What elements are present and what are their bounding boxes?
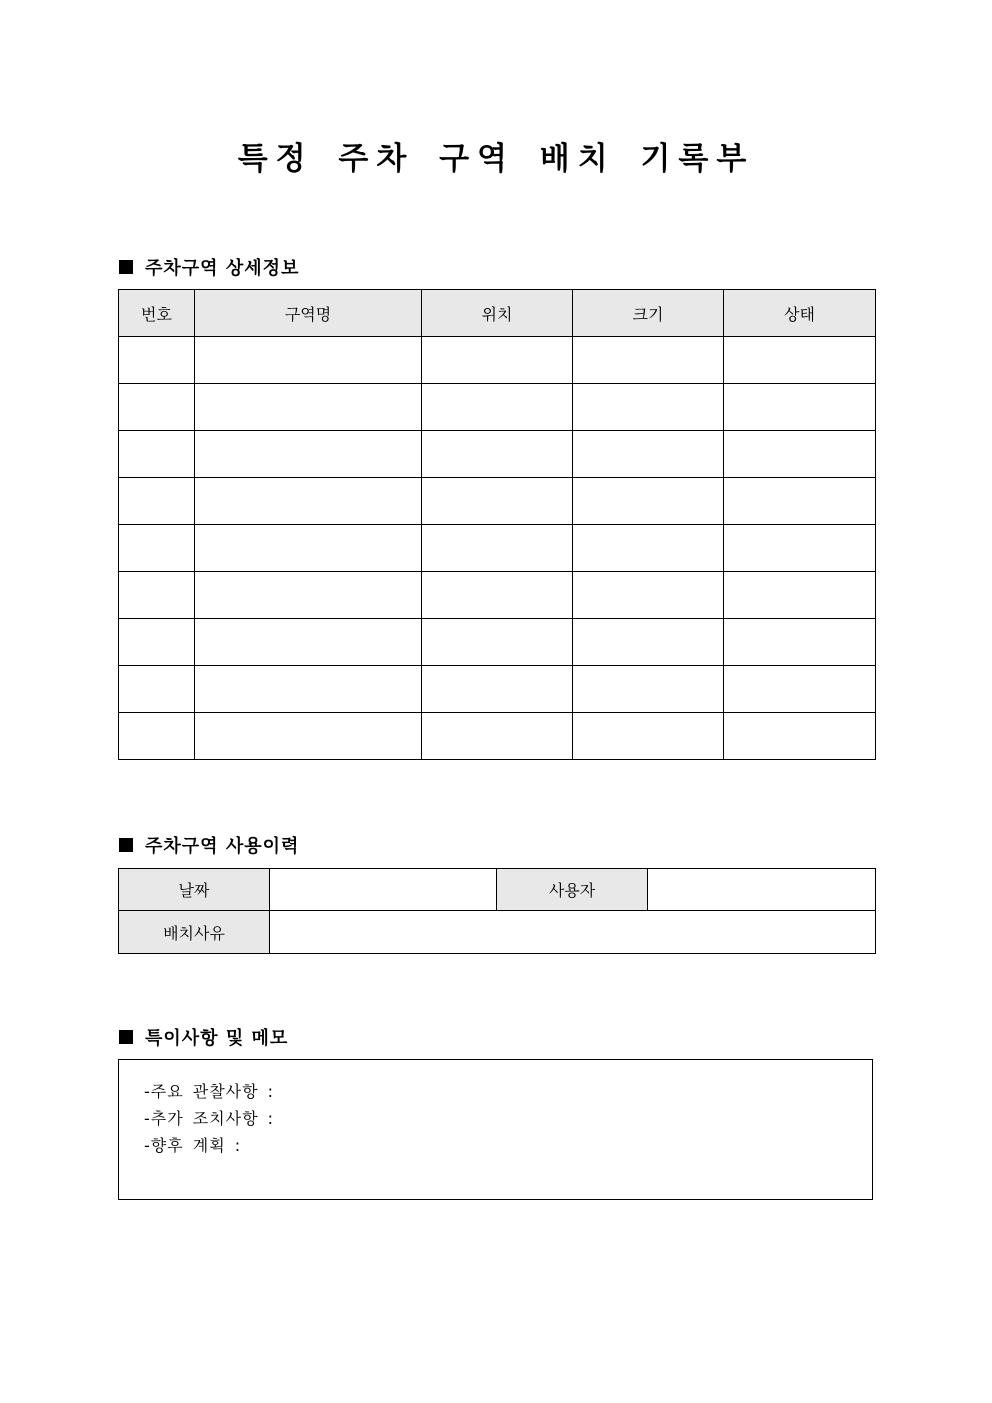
table-cell[interactable] xyxy=(119,431,195,478)
reason-value-field[interactable] xyxy=(270,911,876,954)
zone-details-table xyxy=(118,289,876,760)
table-cell[interactable] xyxy=(422,572,573,619)
table-cell[interactable] xyxy=(573,337,724,384)
table-cell[interactable] xyxy=(422,666,573,713)
table-cell[interactable] xyxy=(422,337,573,384)
table-cell[interactable] xyxy=(724,337,876,384)
table-cell[interactable] xyxy=(119,713,195,760)
table-row xyxy=(119,478,876,525)
table-cell[interactable] xyxy=(195,525,422,572)
table-cell[interactable] xyxy=(195,337,422,384)
table-cell[interactable] xyxy=(724,384,876,431)
table-cell[interactable] xyxy=(422,384,573,431)
notes-memo-box[interactable] xyxy=(118,1059,873,1200)
section-heading-label: 특이사항 및 메모 xyxy=(145,1028,289,1049)
table-cell[interactable] xyxy=(724,619,876,666)
table-cell[interactable] xyxy=(195,619,422,666)
square-bullet-icon xyxy=(119,838,133,852)
memo-line-observations: -주요 관찰사항 : xyxy=(144,1082,275,1101)
table-row xyxy=(119,337,876,384)
column-header-location: 위치 xyxy=(422,290,573,337)
section-heading-zone-details xyxy=(119,254,299,280)
table-cell[interactable] xyxy=(195,384,422,431)
table-cell[interactable] xyxy=(119,384,195,431)
table-cell[interactable] xyxy=(573,478,724,525)
section-heading-label: 주차구역 상세정보 xyxy=(145,258,300,279)
memo-line-additional-actions: -추가 조치사항 : xyxy=(144,1109,275,1128)
table-row xyxy=(119,619,876,666)
memo-line-future-plans: -향후 계획 : xyxy=(144,1136,242,1155)
table-cell[interactable] xyxy=(195,431,422,478)
table-cell[interactable] xyxy=(422,619,573,666)
reason-label: 배치사유 xyxy=(119,911,270,954)
table-cell[interactable] xyxy=(573,525,724,572)
table-cell[interactable] xyxy=(195,478,422,525)
table-cell[interactable] xyxy=(119,337,195,384)
table-cell[interactable] xyxy=(195,666,422,713)
document-title: 특정 주차 구역 배치 기록부 xyxy=(237,141,755,177)
table-row xyxy=(119,384,876,431)
table-cell[interactable] xyxy=(724,666,876,713)
table-cell[interactable] xyxy=(724,525,876,572)
table-cell[interactable] xyxy=(573,431,724,478)
table-cell[interactable] xyxy=(195,572,422,619)
table-cell[interactable] xyxy=(573,666,724,713)
column-header-status: 상태 xyxy=(724,290,876,337)
table-cell[interactable] xyxy=(422,478,573,525)
user-value-field[interactable] xyxy=(648,869,876,911)
table-header-row xyxy=(119,290,876,337)
table-row xyxy=(119,525,876,572)
table-cell[interactable] xyxy=(422,525,573,572)
table-cell[interactable] xyxy=(573,384,724,431)
date-label: 날짜 xyxy=(119,869,270,911)
table-cell[interactable] xyxy=(119,666,195,713)
usage-row-date-user xyxy=(119,869,876,911)
table-cell[interactable] xyxy=(724,572,876,619)
table-cell[interactable] xyxy=(119,478,195,525)
table-cell[interactable] xyxy=(573,619,724,666)
section-heading-label: 주차구역 사용이력 xyxy=(145,836,300,857)
table-cell[interactable] xyxy=(573,713,724,760)
table-cell[interactable] xyxy=(119,525,195,572)
column-header-size: 크기 xyxy=(573,290,724,337)
column-header-number: 번호 xyxy=(119,290,195,337)
date-value-field[interactable] xyxy=(270,869,497,911)
table-cell[interactable] xyxy=(724,478,876,525)
table-cell[interactable] xyxy=(119,619,195,666)
section-heading-notes-memo xyxy=(119,1024,288,1050)
table-cell[interactable] xyxy=(195,713,422,760)
table-cell[interactable] xyxy=(422,713,573,760)
column-header-zone-name: 구역명 xyxy=(195,290,422,337)
table-cell[interactable] xyxy=(573,572,724,619)
table-row xyxy=(119,666,876,713)
table-cell[interactable] xyxy=(724,713,876,760)
section-heading-usage-history xyxy=(119,832,299,858)
table-row xyxy=(119,713,876,760)
table-row xyxy=(119,431,876,478)
square-bullet-icon xyxy=(119,1030,133,1044)
table-row xyxy=(119,572,876,619)
usage-history-table xyxy=(118,868,876,954)
square-bullet-icon xyxy=(119,260,133,274)
table-cell[interactable] xyxy=(119,572,195,619)
table-cell[interactable] xyxy=(422,431,573,478)
usage-row-reason xyxy=(119,911,876,954)
user-label: 사용자 xyxy=(497,869,648,911)
table-cell[interactable] xyxy=(724,431,876,478)
